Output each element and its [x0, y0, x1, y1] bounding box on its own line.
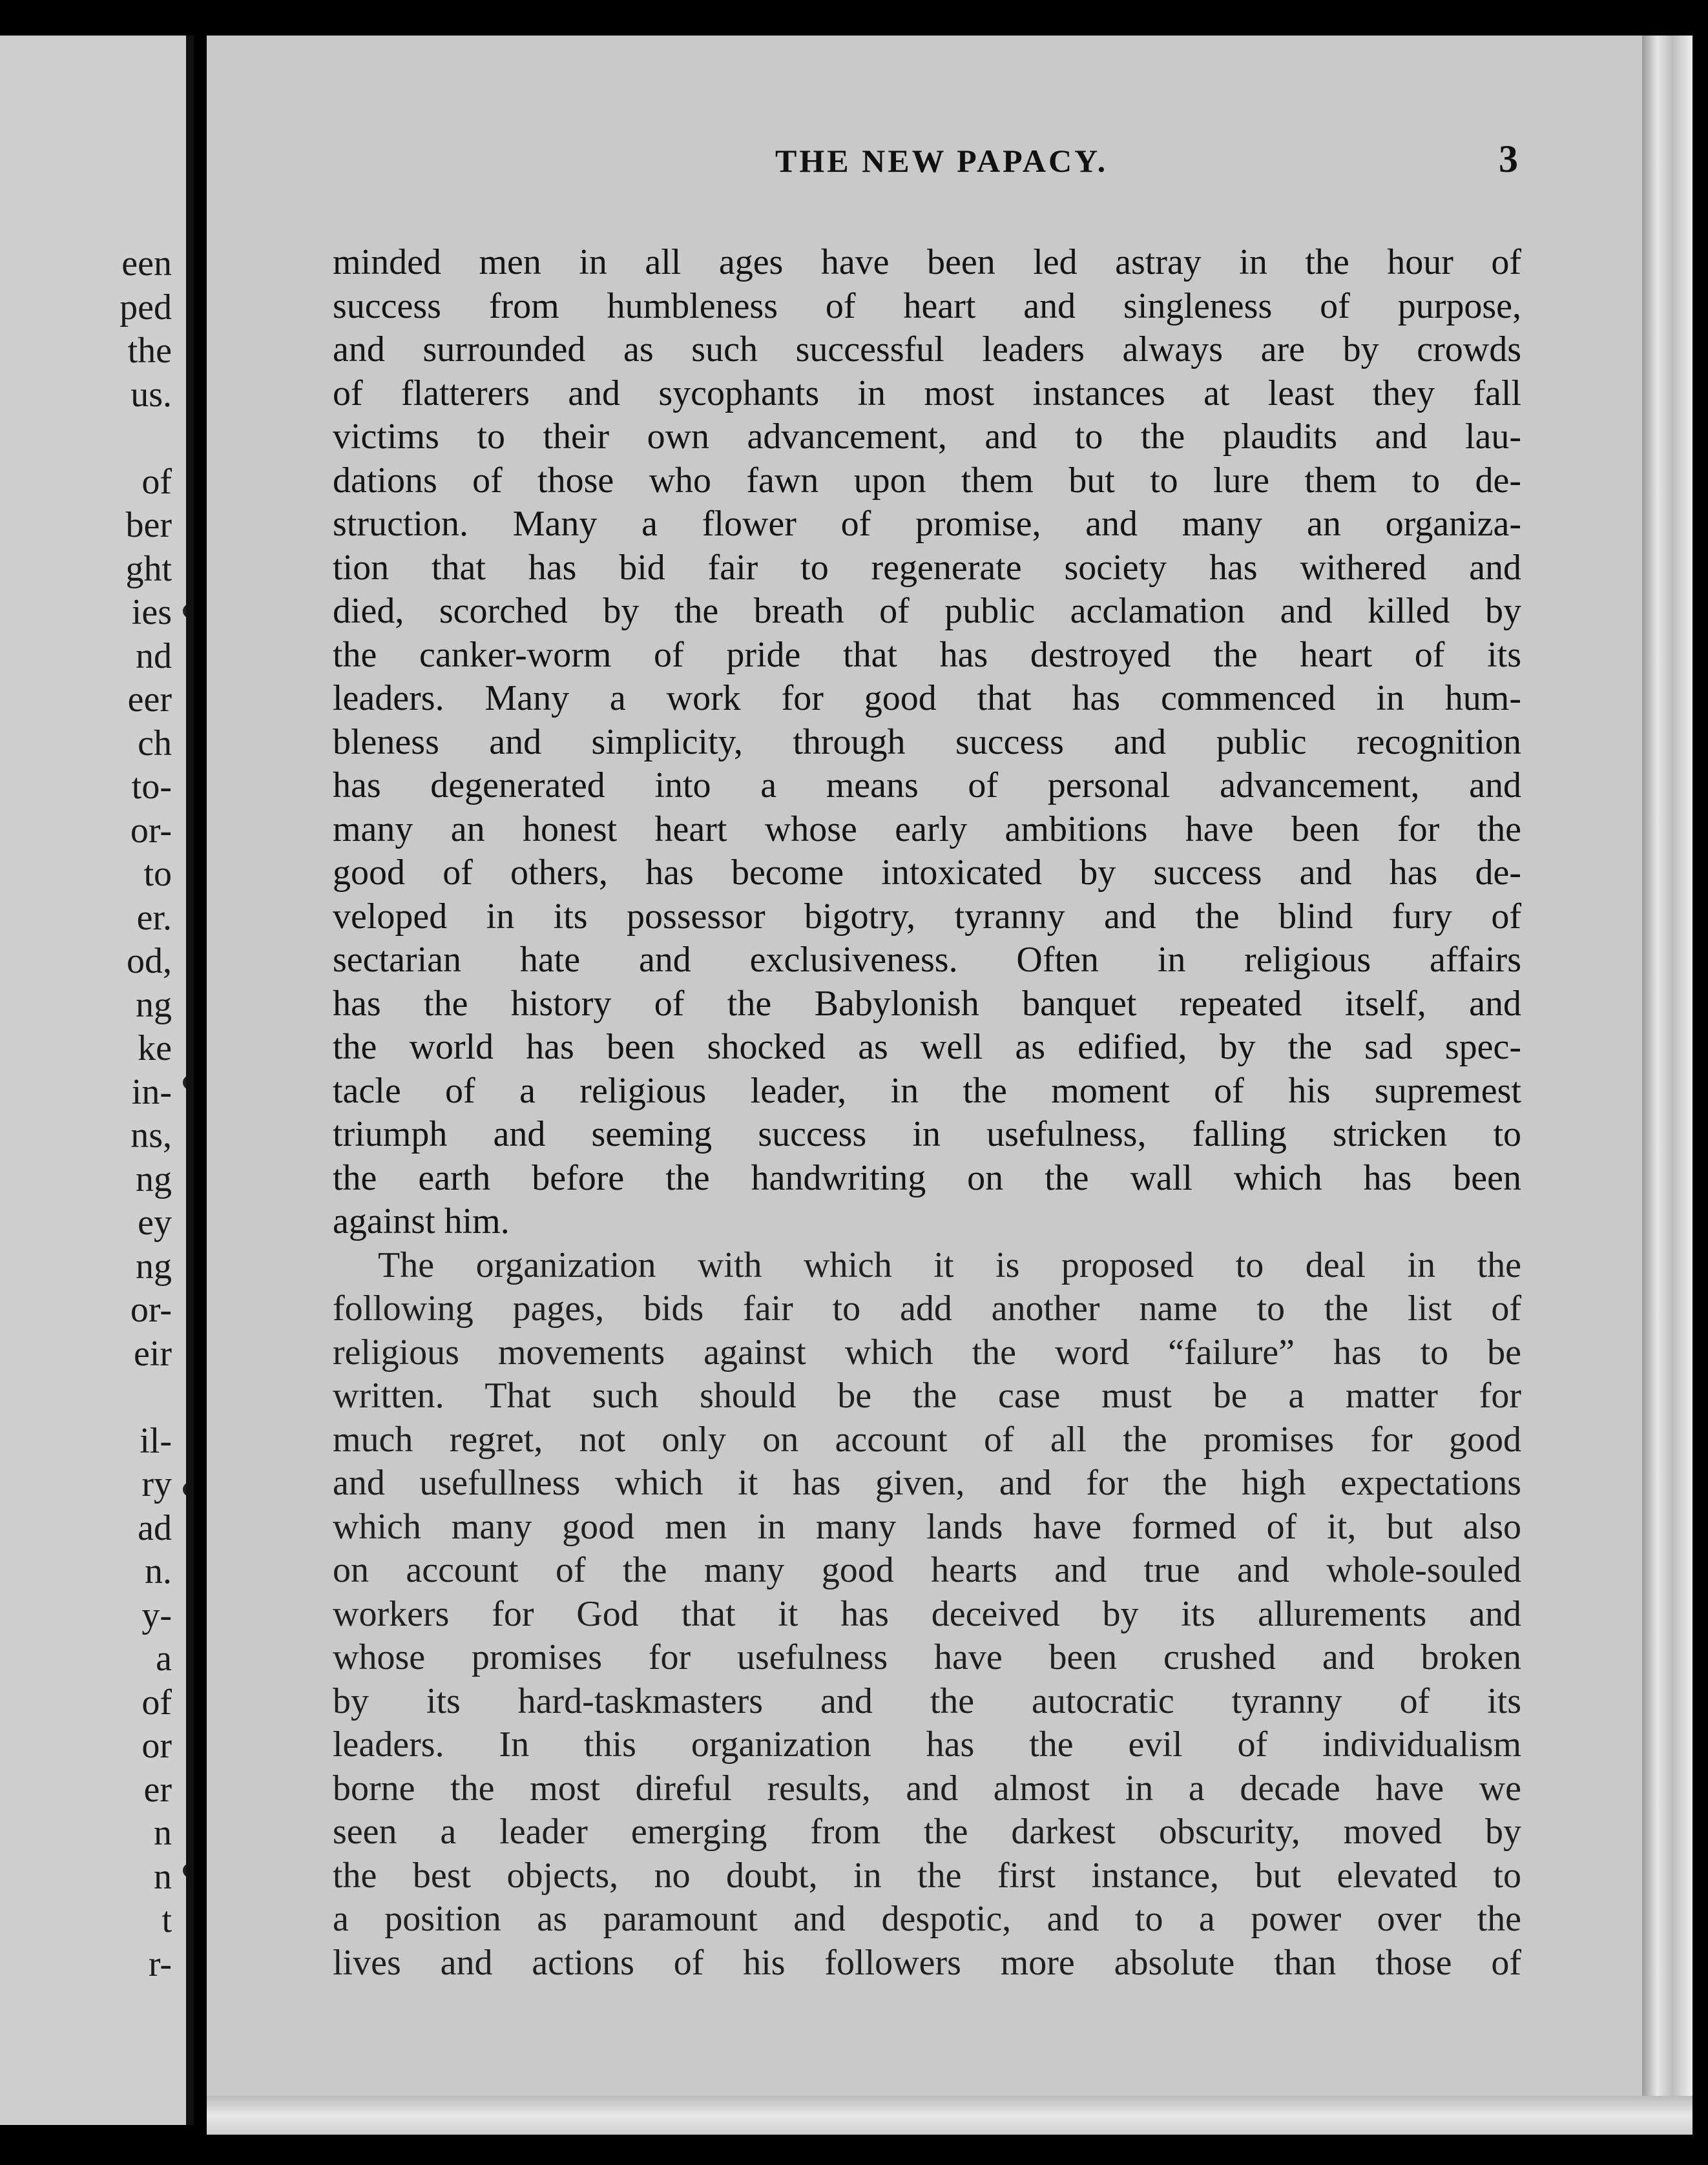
text-line: good of others, has become intoxicated by success and has de- — [333, 853, 1521, 893]
left-page-fragment: in- — [131, 1072, 172, 1112]
left-page-fragment: ght — [125, 548, 172, 589]
left-page-fragment: t — [161, 1900, 172, 1940]
page-bottom-edge — [207, 2096, 1692, 2135]
text-line: triumph and seeming success in usefulness, falling stricken to — [333, 1114, 1521, 1154]
main-page — [207, 36, 1692, 2135]
text-line: has the history of the Babylonish banquet repeated itself, and — [333, 983, 1521, 1024]
text-line: leaders. In this organization has the evil of individualism — [333, 1725, 1521, 1765]
text-line: many an honest heart whose early ambitions have been for the — [333, 809, 1521, 849]
left-page-fragment — [94, 417, 172, 461]
left-page-fragment: il- — [140, 1420, 172, 1461]
left-page-fragment: us. — [130, 374, 172, 415]
left-page-fragment: ng — [136, 1159, 172, 1199]
text-line: on account of the many good hearts and true and whole-souled — [333, 1550, 1521, 1590]
text-line: The organization with which it is proposed to deal in the — [378, 1245, 1521, 1285]
text-line: and usefullness which it has given, and for the high expectations — [333, 1463, 1521, 1503]
text-line: has degenerated into a means of personal advancement, and — [333, 765, 1521, 805]
text-line: following pages, bids fair to add another name to the list of — [333, 1289, 1521, 1329]
text-line: borne the most direful results, and almost in a decade have we — [333, 1768, 1521, 1808]
text-line: tion that has bid fair to regenerate society has withered and — [333, 547, 1521, 588]
text-line: a position as paramount and despotic, and to a power over the — [333, 1899, 1521, 1939]
binding-stitch — [183, 1482, 194, 1497]
left-page-fragment: ch — [138, 723, 172, 763]
left-page-fragment: ng — [136, 984, 172, 1025]
text-line: bleness and simplicity, through success and public recognition — [333, 721, 1521, 762]
left-page-fragment: r- — [148, 1943, 172, 1984]
text-line: veloped in its possessor bigotry, tyranny and the blind fury of — [333, 896, 1521, 937]
text-line: much regret, not only on account of all the promises for good — [333, 1419, 1521, 1460]
left-page-fragment: eir — [133, 1333, 172, 1374]
text-line: religious movements against which the word “failure” has to be — [333, 1332, 1521, 1373]
left-page-fragment: ies — [131, 592, 172, 632]
left-page-fragment: y- — [141, 1595, 172, 1635]
left-page-fragment: n. — [145, 1551, 172, 1591]
text-line: the earth before the handwriting on the wall which has been — [333, 1157, 1521, 1198]
left-page-fragment: ber — [125, 505, 172, 545]
text-line: success from humbleness of heart and singleness of purpose, — [333, 285, 1521, 326]
left-page-fragment: n — [154, 1813, 172, 1853]
text-line: seen a leader emerging from the darkest obscurity, moved by — [333, 1812, 1521, 1852]
text-line: whose promises for usefulness have been crushed and broken — [333, 1637, 1521, 1677]
page-edge — [1642, 36, 1692, 2135]
text-line: dations of those who fawn upon them but to lure them to de- — [333, 460, 1521, 501]
left-page-fragment: ped — [120, 287, 172, 327]
left-page-fragment: or- — [130, 810, 172, 851]
left-page-fragment: een — [121, 243, 172, 284]
text-line: the world has been shocked as well as edified, by the sad spec- — [333, 1027, 1521, 1067]
text-line: sectarian hate and exclusiveness. Often in religious affairs — [333, 940, 1521, 980]
left-page-fragment: or — [141, 1726, 172, 1766]
left-page-fragment: n — [154, 1856, 172, 1897]
left-page-fragment: ng — [136, 1246, 172, 1287]
text-line: which many good men in many lands have formed of it, but also — [333, 1506, 1521, 1547]
text-line: and surrounded as such successful leaders always are by crowds — [333, 329, 1521, 369]
left-page-fragment: er — [143, 1769, 172, 1810]
text-line: lives and actions of his followers more absolute than those of — [333, 1942, 1521, 1983]
left-page-fragment: nd — [136, 636, 172, 676]
binding-stitch — [183, 604, 194, 618]
left-page-fragment: ey — [138, 1203, 172, 1243]
paragraph — [333, 1244, 1521, 1985]
text-line: victims to their own advancement, and to the plaudits and lau- — [333, 417, 1521, 457]
left-page-fragment: a — [156, 1639, 172, 1679]
left-page-fragment: eer — [127, 679, 172, 720]
text-line: the best objects, no doubt, in the first instance, but elevated to — [333, 1855, 1521, 1896]
text-line: against him. — [333, 1201, 510, 1241]
running-title: THE NEW PAPACY. — [775, 143, 1109, 179]
left-page-fragment: to- — [131, 767, 172, 807]
left-page-fragment: of — [141, 1682, 172, 1723]
left-page-fragment: er. — [136, 897, 172, 938]
left-page-fragment — [94, 1376, 172, 1420]
text-line: written. That such should be the case must be a matter for — [333, 1376, 1521, 1416]
page-header — [207, 138, 1518, 194]
left-page-fragment: ry — [141, 1464, 172, 1504]
left-page-fragment: ad — [138, 1507, 172, 1548]
left-facing-page — [0, 36, 194, 2125]
left-page-fragment: or- — [130, 1290, 172, 1330]
binding-stitch — [183, 1863, 194, 1878]
text-line: struction. Many a flower of promise, and many an organiza- — [333, 504, 1521, 544]
left-page-text-fragments — [94, 242, 172, 1986]
page-number: 3 — [1499, 138, 1518, 180]
left-page-fragment: to — [143, 854, 172, 894]
left-page-fragment: od, — [127, 941, 172, 981]
left-page-fragment: of — [141, 461, 172, 502]
paragraph — [333, 241, 1521, 1244]
binding-stitch — [183, 1075, 194, 1090]
left-page-fragment: ke — [138, 1028, 172, 1068]
text-line: tacle of a religious leader, in the moment of his supremest — [333, 1070, 1521, 1111]
text-line: minded men in all ages have been led astray in the hour of — [333, 242, 1521, 282]
left-page-fragment: ns, — [130, 1115, 172, 1155]
text-line: died, scorched by the breath of public acclamation and killed by — [333, 591, 1521, 631]
text-line: leaders. Many a work for good that has commenced in hum- — [333, 678, 1521, 718]
text-line: of flatterers and sycophants in most instances at least they fall — [333, 373, 1521, 413]
text-line: by its hard-taskmasters and the autocratic tyranny of its — [333, 1681, 1521, 1721]
text-line: workers for God that it has deceived by its allurements and — [333, 1593, 1521, 1634]
left-page-fragment: the — [127, 331, 172, 371]
text-line: the canker-worm of pride that has destroyed the heart of its — [333, 634, 1521, 675]
body-text — [333, 241, 1521, 1985]
